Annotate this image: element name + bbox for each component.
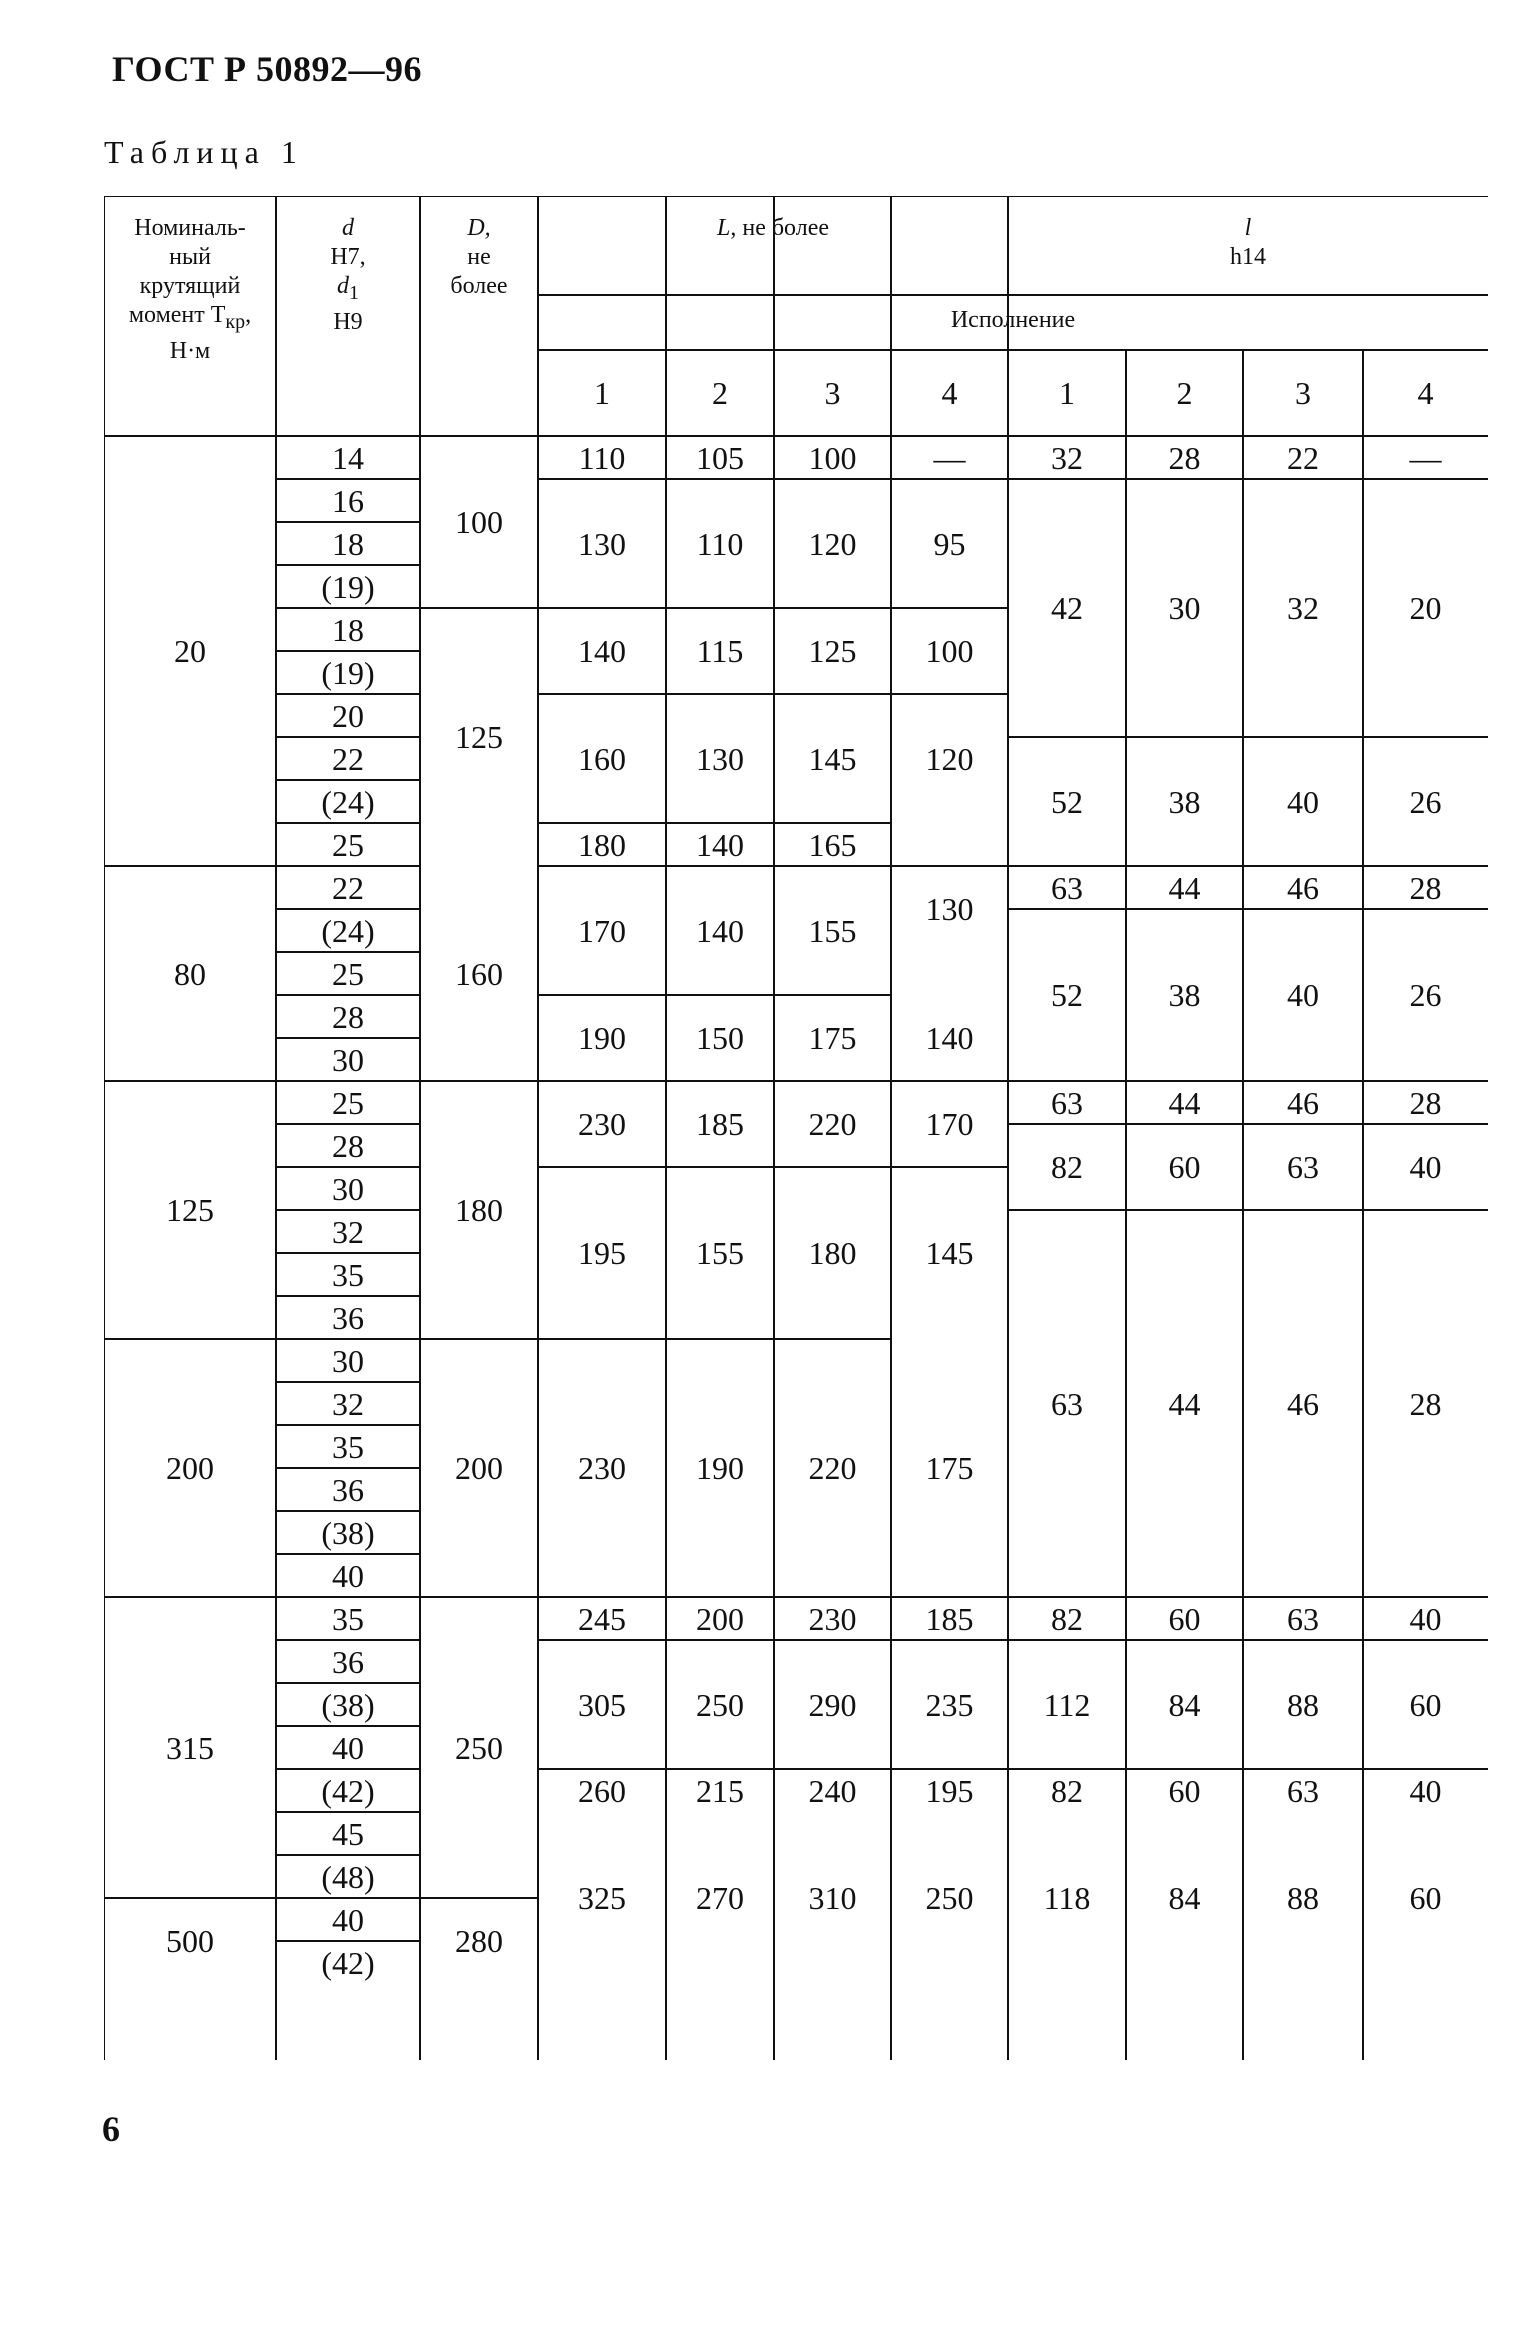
page-number: 6 — [102, 2109, 120, 2149]
d-value: 36 — [332, 1643, 364, 1680]
l-value: 63 — [1051, 1385, 1083, 1422]
l-value: 20 — [1409, 590, 1442, 626]
L-value: 230 — [808, 1600, 857, 1637]
D-value: 125 — [455, 719, 503, 755]
l-value: 82 — [1051, 1149, 1083, 1185]
L-value: 150 — [696, 1020, 744, 1056]
l-value: 60 — [1409, 1880, 1442, 1916]
L-value: 310 — [808, 1880, 857, 1916]
L-value: 220 — [808, 1106, 857, 1142]
d-value: 30 — [332, 1041, 364, 1078]
l-value: 40 — [1287, 977, 1319, 1013]
l-value: 52 — [1051, 977, 1083, 1013]
L-value: 260 — [578, 1772, 626, 1809]
L-value: 200 — [696, 1600, 744, 1637]
d-value: 35 — [332, 1428, 364, 1465]
l-value: 42 — [1051, 590, 1083, 626]
l-value: 44 — [1168, 869, 1201, 906]
d-value: (24) — [321, 783, 375, 820]
header-torque: Номиналь- ный крутящий момент $T_{кр}$, Н·м — [128, 215, 252, 364]
torque-value: 20 — [174, 633, 206, 669]
D-value: 200 — [455, 1450, 503, 1486]
d-value: 36 — [332, 1471, 364, 1508]
d-value: (42) — [321, 1944, 375, 1981]
l-value: 82 — [1051, 1600, 1083, 1637]
l-value: 38 — [1168, 783, 1201, 820]
d-value: (48) — [321, 1858, 375, 1895]
l-value: 28 — [1409, 869, 1442, 906]
d-value: 45 — [332, 1815, 364, 1852]
L-value: 140 — [696, 826, 744, 863]
L-value: 140 — [696, 912, 744, 949]
d-value: 30 — [332, 1170, 364, 1207]
header-L: L, не более — [716, 215, 830, 241]
header-D: D, не более — [450, 215, 508, 299]
L-value: 235 — [925, 1686, 974, 1723]
L-value: 190 — [696, 1450, 744, 1486]
header-execution: Исполнение — [950, 307, 1076, 333]
l-value: 118 — [1043, 1880, 1091, 1916]
d-value: 18 — [332, 611, 364, 648]
l-value: 82 — [1051, 1772, 1083, 1809]
d-value: 22 — [332, 869, 364, 906]
l-value: 60 — [1168, 1772, 1201, 1809]
torque-value: 125 — [166, 1192, 214, 1228]
header-d: d H7, $d_1$ H9 — [330, 215, 366, 335]
torque-value: 200 — [166, 1450, 214, 1486]
L-value: 115 — [696, 633, 744, 669]
L-value: 270 — [696, 1880, 744, 1916]
d-value: 25 — [332, 955, 364, 992]
L-value: 120 — [925, 740, 974, 777]
l-value: 44 — [1168, 1084, 1201, 1121]
l-value: 60 — [1409, 1686, 1442, 1723]
d-value: 18 — [332, 525, 364, 562]
L-value: 100 — [925, 633, 974, 669]
exec-number-3: 3 — [824, 375, 841, 411]
L-value: 170 — [578, 912, 626, 949]
header-l: l h14 — [1230, 215, 1266, 270]
exec-number-8: 4 — [1417, 375, 1434, 411]
l-value: 46 — [1287, 869, 1319, 906]
l-value: 88 — [1287, 1686, 1319, 1723]
L-value: 230 — [578, 1450, 626, 1486]
L-value: 220 — [808, 1450, 857, 1486]
l-value: 26 — [1409, 977, 1442, 1013]
L-value: 120 — [808, 525, 857, 562]
D-value: 100 — [455, 504, 503, 540]
l-value: 28 — [1409, 1385, 1442, 1422]
exec-number-6: 2 — [1176, 375, 1193, 411]
l-value: 112 — [1043, 1686, 1091, 1723]
L-value: 155 — [696, 1235, 744, 1271]
data-table — [104, 196, 1488, 2060]
l-value: 28 — [1409, 1084, 1442, 1121]
L-value: 195 — [925, 1772, 974, 1809]
d-value: (19) — [321, 568, 375, 605]
L-value: 145 — [808, 740, 857, 777]
l-value: 44 — [1168, 1385, 1201, 1422]
torque-value: 80 — [174, 955, 206, 992]
d-value: 35 — [332, 1600, 364, 1637]
L-value: 145 — [925, 1235, 974, 1271]
L-value: 245 — [578, 1600, 626, 1637]
d-value: 28 — [332, 1127, 364, 1164]
l-value: 46 — [1287, 1385, 1319, 1422]
d-value: 25 — [332, 1084, 364, 1121]
D-value: 250 — [455, 1729, 503, 1766]
d-value: 30 — [332, 1342, 364, 1379]
exec-number-7: 3 — [1295, 375, 1311, 411]
L-value: 190 — [578, 1020, 626, 1056]
d-value: 36 — [332, 1299, 364, 1336]
l-value: 84 — [1168, 1880, 1201, 1916]
L-value: 130 — [578, 525, 626, 562]
L-value: 230 — [578, 1106, 626, 1142]
l-value: 46 — [1287, 1084, 1319, 1121]
l-value: 63 — [1051, 869, 1083, 906]
L-value: 130 — [696, 740, 744, 777]
d-value: (38) — [321, 1686, 375, 1723]
d-value: 40 — [332, 1729, 364, 1766]
L-value: 185 — [925, 1600, 974, 1637]
L-value: 185 — [696, 1106, 744, 1142]
exec-number-4: 4 — [941, 375, 958, 411]
L-value: 140 — [578, 633, 626, 669]
l-value: 38 — [1168, 977, 1201, 1013]
L-value: 110 — [696, 525, 744, 562]
L-value: 250 — [696, 1686, 744, 1723]
d-value: 28 — [332, 998, 364, 1035]
D-value: 180 — [455, 1192, 503, 1228]
D-value: 160 — [455, 955, 503, 992]
l-value: 60 — [1168, 1149, 1201, 1185]
L-value: — — [933, 439, 966, 476]
l-value: 84 — [1168, 1686, 1201, 1723]
exec-number-2: 2 — [712, 375, 728, 411]
L-value: 175 — [925, 1450, 974, 1486]
L-value: 180 — [808, 1235, 857, 1271]
l-value: 40 — [1409, 1149, 1442, 1185]
L-value: 170 — [925, 1106, 974, 1142]
l-value: 88 — [1287, 1880, 1319, 1916]
exec-number-5: 1 — [1059, 375, 1075, 411]
l-value: 63 — [1051, 1084, 1083, 1121]
l-value: 26 — [1409, 783, 1442, 820]
L-value: 155 — [808, 912, 857, 949]
L-value: 250 — [925, 1880, 974, 1916]
L-value: 290 — [808, 1686, 857, 1723]
L-value: 215 — [696, 1772, 744, 1809]
d-value: 16 — [332, 482, 364, 519]
L-value: 125 — [808, 633, 857, 669]
torque-value: 315 — [166, 1729, 214, 1766]
L-value: 305 — [578, 1686, 626, 1723]
L-value: 165 — [808, 826, 857, 863]
l-value: — — [1409, 439, 1442, 476]
D-value: 280 — [455, 1923, 503, 1959]
l-value: 63 — [1287, 1149, 1319, 1185]
L-value: 110 — [578, 439, 626, 476]
l-value: 40 — [1409, 1600, 1442, 1637]
L-value: 180 — [578, 826, 626, 863]
d-value: (38) — [321, 1514, 375, 1551]
l-value: 63 — [1287, 1772, 1319, 1809]
l-value: 63 — [1287, 1600, 1319, 1637]
l-value: 28 — [1168, 439, 1201, 476]
l-value: 40 — [1287, 783, 1319, 820]
l-value: 40 — [1409, 1772, 1442, 1809]
L-value: 100 — [808, 439, 857, 476]
L-value: 95 — [933, 525, 966, 562]
l-value: 30 — [1168, 590, 1201, 626]
l-value: 32 — [1287, 590, 1319, 626]
d-value: (42) — [321, 1772, 375, 1809]
L-value: 105 — [696, 439, 744, 476]
l-value: 52 — [1051, 783, 1083, 820]
L-value: 160 — [578, 740, 626, 777]
d-value: 20 — [332, 697, 364, 734]
exec-number-1: 1 — [594, 375, 610, 411]
d-value: 22 — [332, 740, 364, 777]
d-value: 40 — [332, 1557, 364, 1594]
d-value: 32 — [332, 1385, 364, 1422]
d-value: 32 — [332, 1213, 364, 1250]
standard-title: ГОСТ Р 50892—96 — [112, 49, 422, 89]
L-value: 130 — [925, 891, 974, 927]
d-value: 25 — [332, 826, 364, 863]
d-value: 35 — [332, 1256, 364, 1293]
table-caption: Таблица 1 — [104, 134, 304, 170]
L-value: 140 — [925, 1020, 974, 1056]
torque-value: 500 — [166, 1923, 214, 1959]
L-value: 175 — [808, 1020, 857, 1056]
l-value: 22 — [1287, 439, 1319, 476]
d-value: 40 — [332, 1901, 364, 1938]
l-value: 60 — [1168, 1600, 1201, 1637]
d-value: (24) — [321, 912, 375, 949]
L-value: 240 — [808, 1772, 857, 1809]
l-value: 32 — [1051, 439, 1083, 476]
L-value: 325 — [578, 1880, 626, 1916]
d-value: (19) — [321, 654, 375, 691]
L-value: 195 — [578, 1235, 626, 1271]
d-value: 14 — [332, 439, 364, 476]
